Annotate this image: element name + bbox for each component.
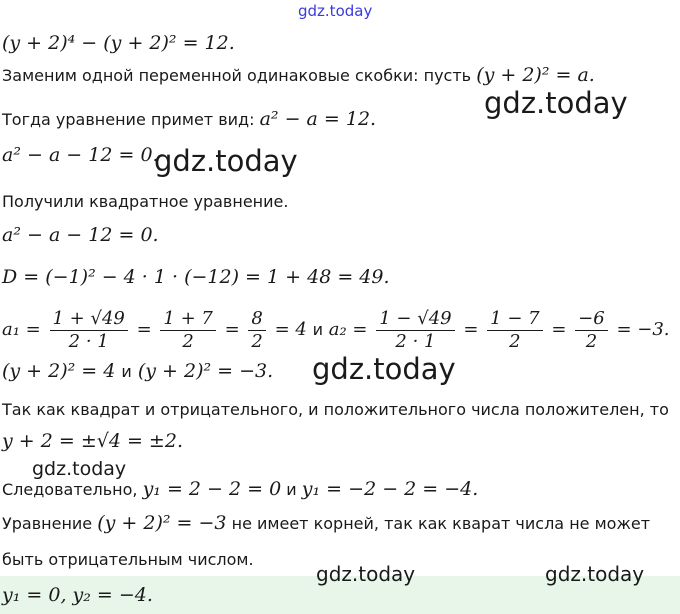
fraction [248, 308, 265, 352]
back-substitution-line [2, 360, 273, 382]
math-expression: = −3. [616, 319, 670, 340]
watermark: gdz.today [316, 562, 416, 586]
equation-standard-form [2, 144, 159, 166]
new-equation-line [2, 108, 376, 130]
watermark: gdz.today [32, 458, 127, 480]
math-expression: (y + 2)⁴ − (y + 2)² = 12. [2, 32, 235, 54]
denominator: 2 [585, 331, 598, 352]
text: Тогда уравнение примет вид: [2, 110, 255, 129]
denominator: 2 [251, 331, 263, 352]
math-expression: a² − a = 12. [259, 108, 377, 130]
numerator: −6 [575, 308, 608, 331]
math-expression: = 4 [274, 319, 307, 340]
substitution-line [2, 64, 595, 86]
numerator: 1 − √49 [376, 308, 454, 331]
math-expression: (y + 2)² = 4 [2, 360, 116, 382]
math-expression: y₁ = 2 − 2 = 0 [142, 478, 282, 500]
math-expression: (y + 2)² = −3 [97, 512, 227, 534]
numerator: 1 − 7 [487, 308, 542, 331]
denominator: 2 · 1 [68, 331, 109, 352]
math-expression: a² − a − 12 = 0. [2, 224, 159, 246]
numerator: 1 + √49 [50, 308, 128, 331]
numerator: 1 + 7 [160, 308, 215, 331]
watermark: gdz.today [312, 352, 456, 386]
text: Заменим одной переменной одинаковые скобки: пусть [2, 66, 472, 85]
watermark: gdz.today [545, 562, 645, 586]
math-expression: a² − a − 12 = 0. [2, 144, 159, 166]
watermark: gdz.today [484, 86, 628, 120]
conjunction: и [312, 320, 324, 339]
math-expression: a₁ = [2, 319, 41, 340]
fraction [487, 308, 542, 352]
discriminant-line [2, 266, 390, 288]
text: Так как квадрат и отрицательного, и положительного числа положителен, то [2, 400, 669, 419]
text-continuation [2, 550, 254, 569]
denominator: 2 [509, 331, 521, 352]
text: быть отрицательным числом. [2, 550, 254, 569]
math-expression: (y + 2)² = a. [476, 64, 595, 86]
math-expression: y + 2 = ±√4 = ±2. [2, 430, 183, 452]
root-line [2, 430, 183, 452]
text-explanation [2, 400, 669, 419]
text: Уравнение [2, 514, 93, 533]
fraction [50, 308, 128, 352]
math-expression: y₁ = −2 − 2 = −4. [301, 478, 479, 500]
text: Получили квадратное уравнение. [2, 192, 289, 211]
result-line [2, 478, 478, 500]
math-expression: = [136, 319, 152, 340]
no-roots-line [2, 512, 650, 534]
answer-line [2, 584, 153, 606]
text: Следовательно, [2, 480, 138, 499]
math-expression: a₂ = [328, 319, 368, 340]
fraction [376, 308, 454, 352]
numerator: 8 [248, 308, 265, 331]
fraction [160, 308, 215, 352]
conjunction: и [121, 362, 132, 381]
math-expression: y₁ = 0, y₂ = −4. [2, 584, 153, 606]
watermark-top: gdz.today [298, 2, 373, 20]
conjunction: и [286, 480, 297, 499]
watermark: gdz.today [154, 144, 298, 178]
math-expression: = [551, 319, 567, 340]
math-expression: = [224, 319, 240, 340]
equation-original [2, 32, 235, 54]
denominator: 2 [182, 331, 194, 352]
roots-line [2, 308, 670, 352]
denominator: 2 · 1 [395, 331, 436, 352]
math-expression: = [463, 319, 479, 340]
math-expression: D = (−1)² − 4 · 1 · (−12) = 1 + 48 = 49. [2, 266, 390, 288]
text-quadratic [2, 192, 288, 211]
fraction [575, 308, 608, 352]
text: не имеет корней, так как кварат числа не может [231, 514, 651, 533]
equation-quadratic [2, 224, 159, 246]
math-expression: (y + 2)² = −3. [137, 360, 274, 382]
